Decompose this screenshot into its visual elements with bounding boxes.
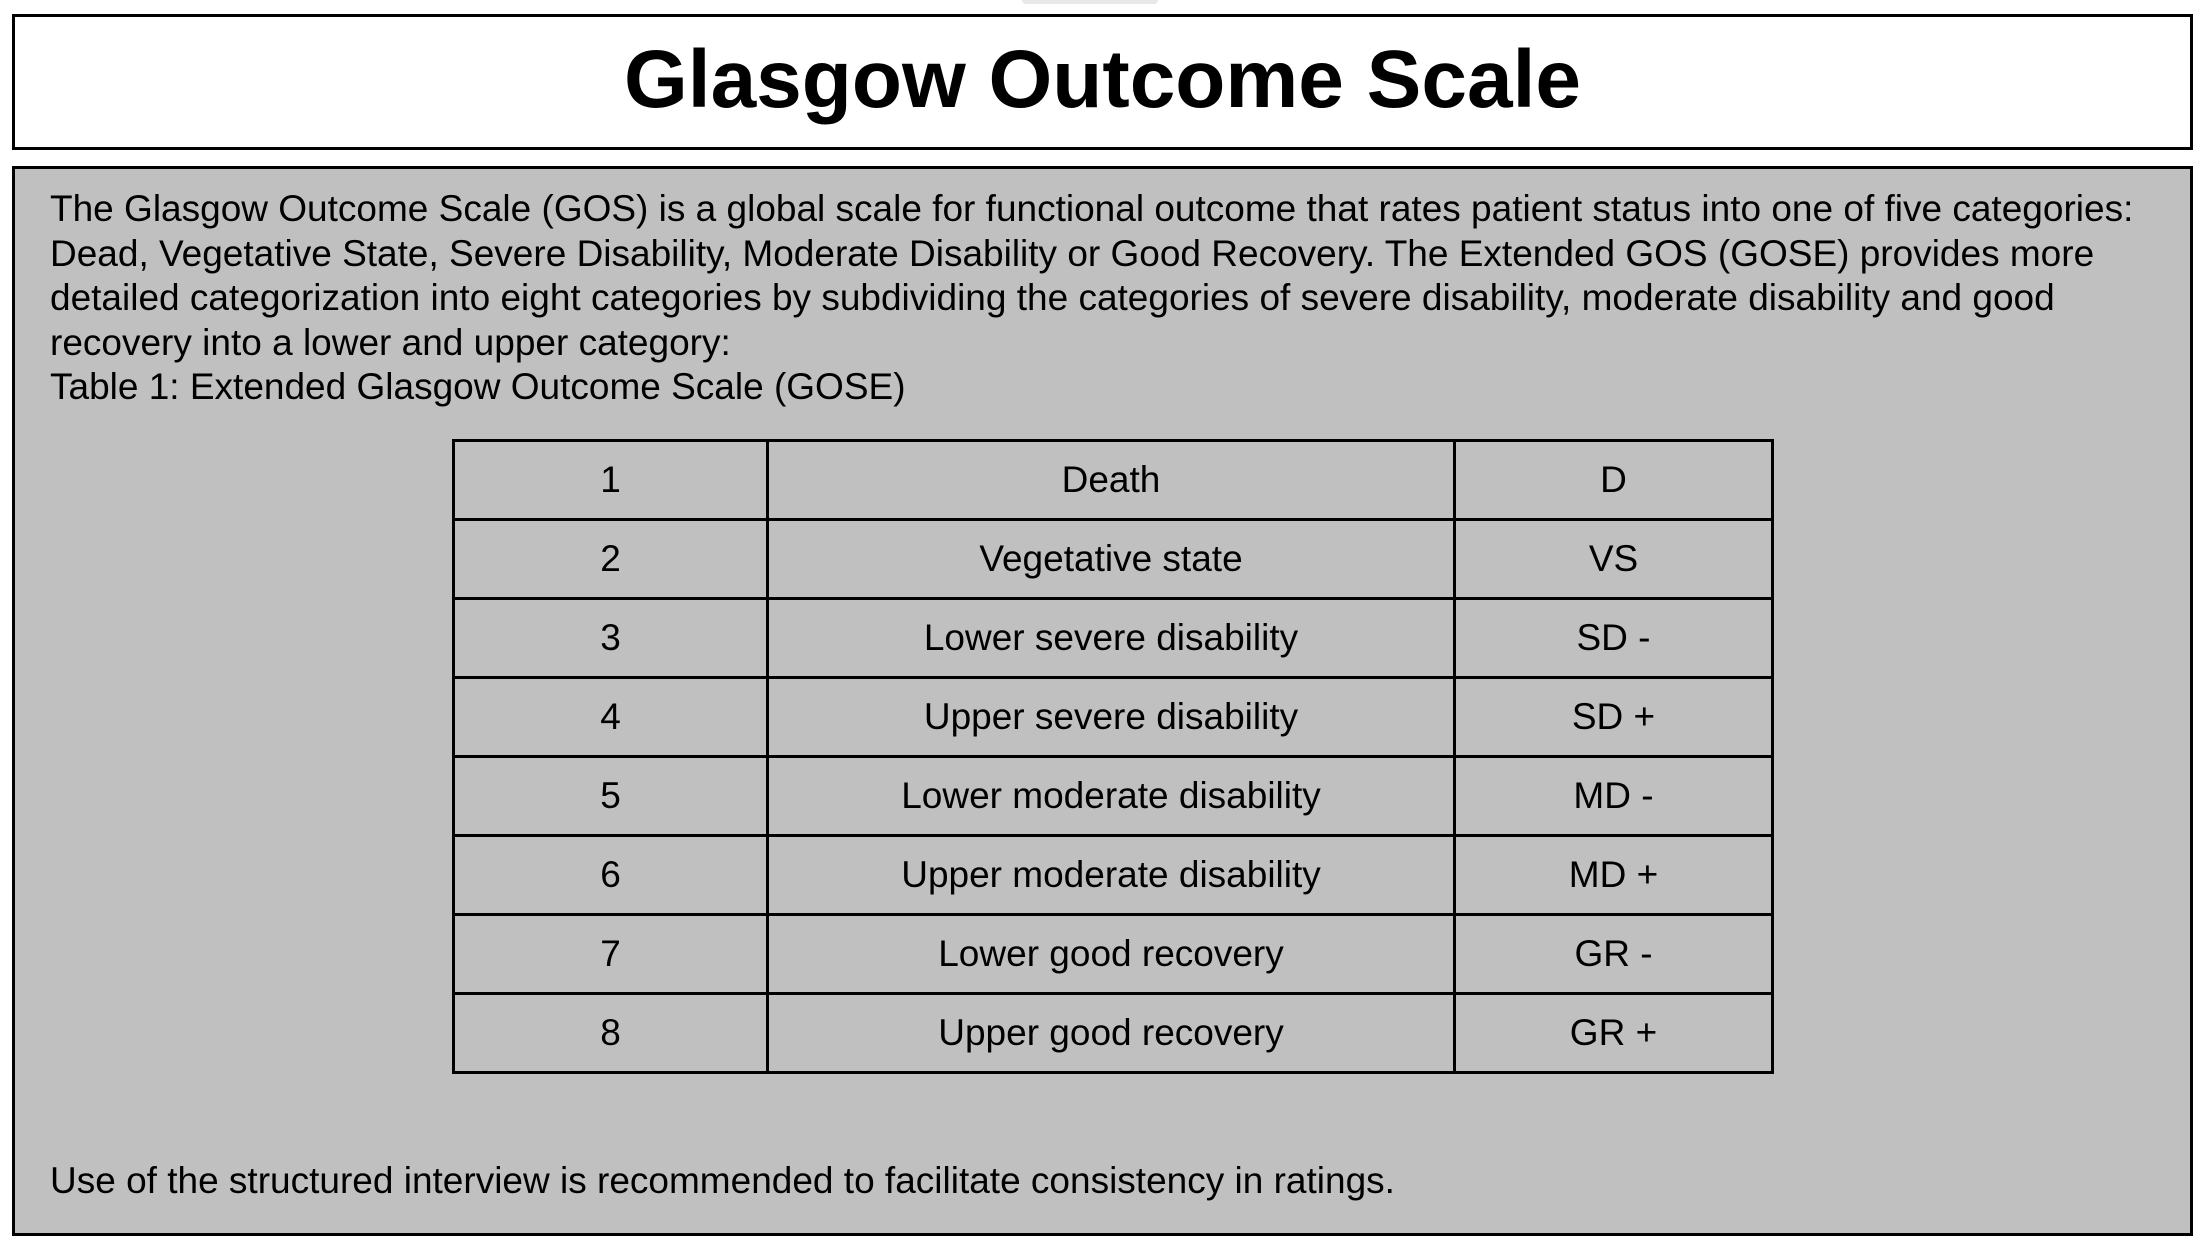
abbreviation-cell: MD + bbox=[1455, 836, 1773, 915]
score-cell: 1 bbox=[454, 441, 768, 520]
score-cell: 5 bbox=[454, 757, 768, 836]
abbreviation-cell: D bbox=[1455, 441, 1773, 520]
category-cell: Lower moderate disability bbox=[768, 757, 1455, 836]
top-tab-handle bbox=[1022, 0, 1158, 4]
score-cell: 3 bbox=[454, 599, 768, 678]
category-cell: Death bbox=[768, 441, 1455, 520]
table-caption: Table 1: Extended Glasgow Outcome Scale (GOSE) bbox=[50, 366, 906, 407]
score-cell: 8 bbox=[454, 994, 768, 1073]
title-banner bbox=[12, 14, 2193, 150]
abbreviation-cell: MD - bbox=[1455, 757, 1773, 836]
category-cell: Upper moderate disability bbox=[768, 836, 1455, 915]
intro-paragraph: The Glasgow Outcome Scale (GOS) is a global scale for functional outcome that rates patient status into one of five categories: Dead, Vegetative State, Severe Disability, Moderate Disability or Good Recovery. The Extended GOS (GOSE) provides more detailed categorization into eight categories by subdividing the categories of severe disability, moderate disability and good recovery into a lower and upper category: bbox=[50, 188, 2134, 363]
table-row bbox=[454, 441, 1773, 520]
footer-note: Use of the structured interview is recommended to facilitate consistency in ratings. bbox=[50, 1160, 1395, 1201]
category-cell: Lower severe disability bbox=[768, 599, 1455, 678]
abbreviation-cell: SD + bbox=[1455, 678, 1773, 757]
score-cell: 2 bbox=[454, 520, 768, 599]
intro-text bbox=[50, 187, 2170, 410]
category-cell: Vegetative state bbox=[768, 520, 1455, 599]
page-title: Glasgow Outcome Scale bbox=[624, 34, 1581, 125]
table-row bbox=[454, 994, 1773, 1073]
table-row bbox=[454, 836, 1773, 915]
category-cell: Lower good recovery bbox=[768, 915, 1455, 994]
table-row bbox=[454, 757, 1773, 836]
table-row bbox=[454, 678, 1773, 757]
abbreviation-cell: SD - bbox=[1455, 599, 1773, 678]
table-row bbox=[454, 599, 1773, 678]
content-panel bbox=[12, 166, 2193, 1236]
abbreviation-cell: GR + bbox=[1455, 994, 1773, 1073]
gose-table bbox=[452, 439, 1774, 1074]
score-cell: 6 bbox=[454, 836, 768, 915]
category-cell: Upper good recovery bbox=[768, 994, 1455, 1073]
score-cell: 7 bbox=[454, 915, 768, 994]
category-cell: Upper severe disability bbox=[768, 678, 1455, 757]
abbreviation-cell: VS bbox=[1455, 520, 1773, 599]
abbreviation-cell: GR - bbox=[1455, 915, 1773, 994]
score-cell: 4 bbox=[454, 678, 768, 757]
table-row bbox=[454, 520, 1773, 599]
table-row bbox=[454, 915, 1773, 994]
